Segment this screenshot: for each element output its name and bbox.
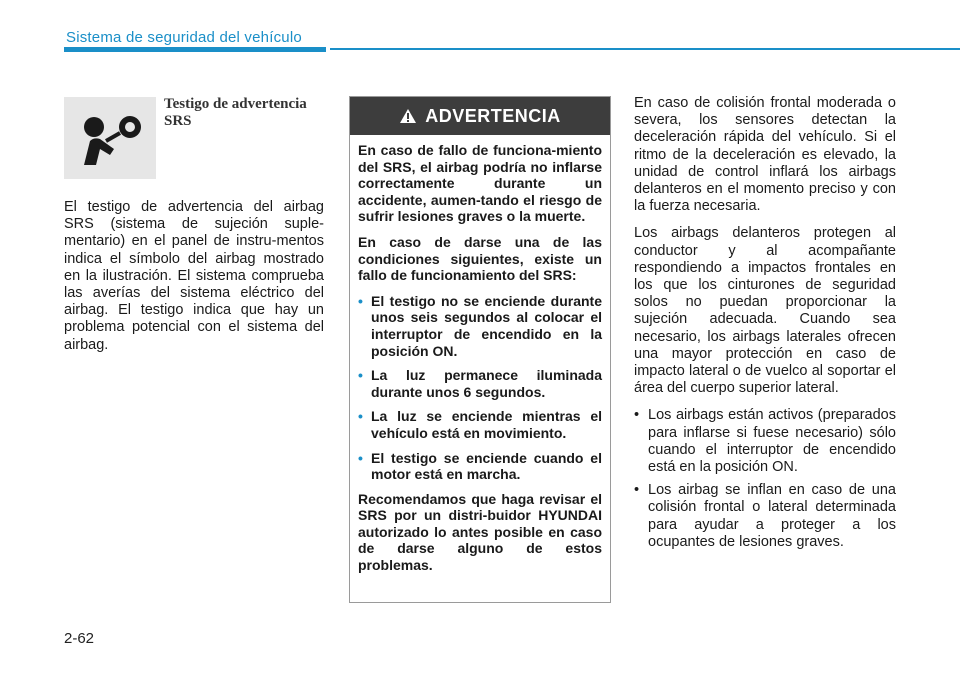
indicator-title-line2: SRS [164, 113, 192, 129]
warning-paragraph-2: En caso de darse una de las condiciones siguientes, existe un fallo de funcionamiento del SRS: [358, 233, 602, 284]
airbag-warning-icon [76, 105, 144, 171]
header-rule-thin [330, 48, 960, 50]
warning-triangle-icon [399, 108, 417, 124]
warning-condition-list [358, 293, 602, 483]
list-item [634, 482, 896, 551]
bullet-icon: • [358, 449, 363, 466]
airbag-notes-list [634, 407, 896, 551]
list-item-text: La luz permanece iluminada durante unos 6 segundos. [371, 367, 602, 400]
bullet-icon: • [358, 292, 363, 309]
indicator-illustration [64, 97, 156, 179]
warning-body [350, 135, 610, 574]
bullet-icon: • [358, 367, 363, 384]
airbag-operation-text [634, 95, 896, 557]
warning-paragraph-3: Recomendamos que haga revisar el SRS por un distri-buidor HYUNDAI autorizado lo antes posible en caso de darse alguno de estos problemas. [358, 490, 602, 574]
list-item-text: El testigo no se enciende durante unos seis segundos al colocar el interruptor de encendido en la posición ON. [371, 292, 602, 359]
paragraph-front-airbags: Los airbags delanteros protegen al conductor y al acompañante respondiendo a impactos frontales en los que los cinturones de seguridad solos no puedan proporcionar la sujeción adecuada. Cuando sea necesario, los airbags laterales ofrecen una mayor protección en caso de impacto lateral o de vuelco al soportar el área del cuerpo superior lateral. [634, 225, 896, 397]
list-item-text: Los airbag se inflan en caso de una colisión frontal o lateral determinada para ayudar a proteger a los ocupantes de lesiones graves. [648, 482, 896, 550]
warning-header [350, 97, 610, 135]
warning-heading: ADVERTENCIA [425, 105, 561, 126]
page-number: 2-62 [64, 630, 95, 647]
list-item [358, 450, 602, 483]
list-item [634, 407, 896, 476]
list-item-text: La luz se enciende mientras el vehículo está en movimiento. [371, 408, 602, 441]
list-item [358, 293, 602, 359]
warning-box [349, 96, 611, 603]
indicator-title-line1: Testigo de advertencia [164, 96, 307, 112]
list-item [358, 408, 602, 441]
paragraph-collision: En caso de colisión frontal moderada o severa, los sensores detectan la deceleración rápida del vehículo. Si el ritmo de la deceleración es elevado, la unidad de control inflará los airbags delanteros en el momento preciso y con la fuerza necesaria. [634, 95, 896, 215]
list-item [358, 367, 602, 400]
warning-paragraph-1: En caso de fallo de funciona-miento del SRS, el airbag podría no inflarse correctamente durante un accidente, aumen-tando el riesgo de sufrir lesiones graves o la muerte. [358, 142, 602, 225]
header-rule-thick [64, 47, 326, 52]
list-item-text: El testigo se enciende cuando el motor está en marcha. [371, 449, 602, 483]
list-item-text: Los airbags están activos (preparados para inflarse si fuese necesario) sólo cuando el interruptor de encendido está en la posición ON. [648, 407, 896, 476]
bullet-icon: • [358, 408, 363, 425]
section-title: Sistema de seguridad del vehículo [66, 29, 302, 46]
bullet-icon: • [634, 482, 640, 499]
indicator-title [164, 96, 324, 130]
bullet-icon: • [634, 407, 640, 424]
indicator-description: El testigo de advertencia del airbag SRS (sistema de sujeción suple-mentario) en el panel de instru-mentos indica el símbolo del airbag mostrado en la ilustración. El sistema comprueba las averías del sistema eléctrico del airbag. El testigo indica que hay un problema potencial con el sistema del airbag. [64, 199, 324, 353]
